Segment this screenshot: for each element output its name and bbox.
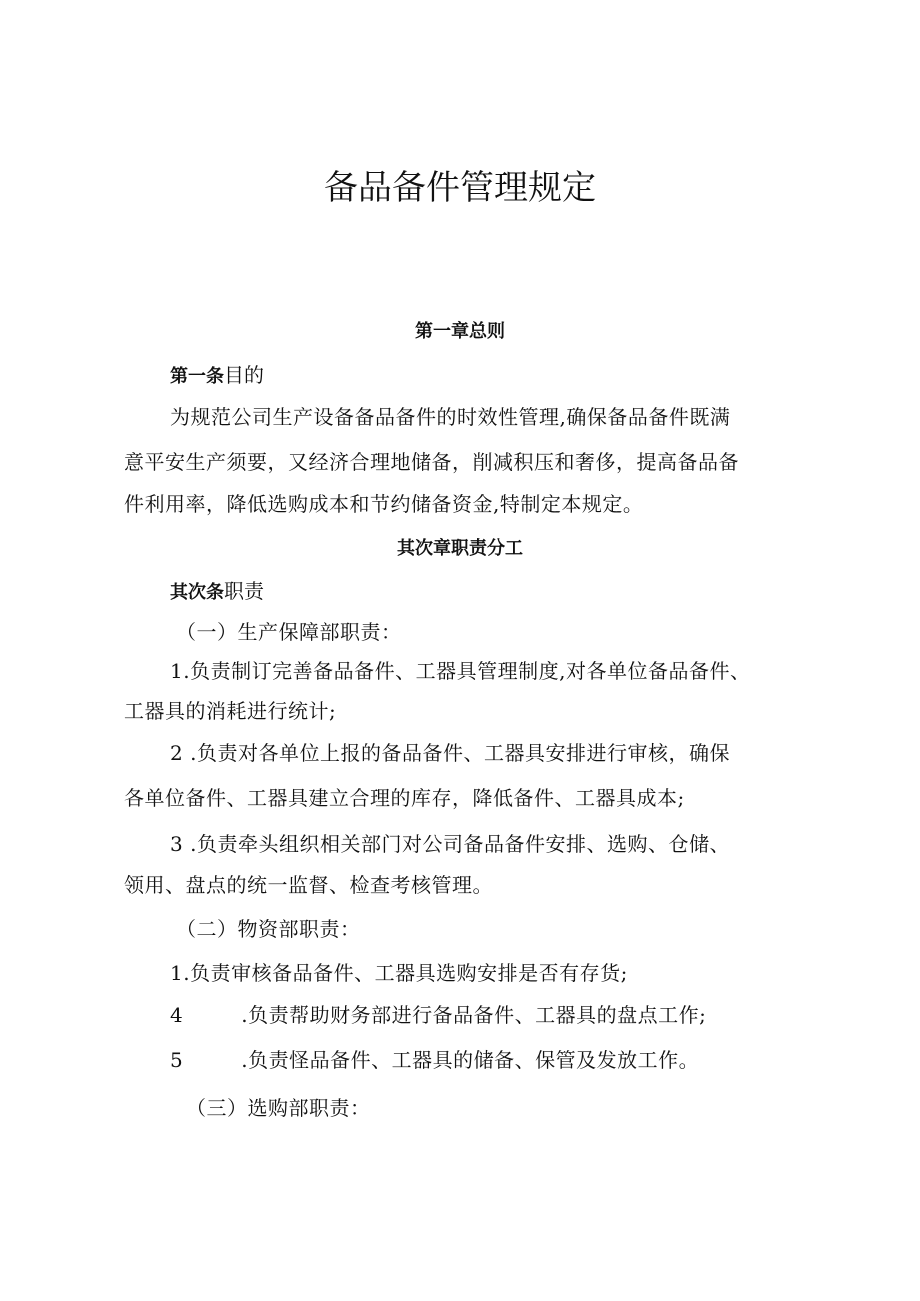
- article-1-label: 第一条: [170, 366, 224, 387]
- section-2-heading: （二）物资部职责：: [176, 917, 361, 941]
- item-3-line-2: 领用、盘点的统一监督、检查考核管理。: [124, 873, 493, 897]
- chapter-2-heading: 其次章职责分工: [397, 538, 523, 559]
- article-2-title: 职责: [224, 579, 264, 603]
- article-1: [170, 363, 264, 388]
- item-2-line-1: 2 .负责对各单位上报的备品备件、工器具安排进行审核，确保: [170, 741, 730, 765]
- item-6-text: .负责怪品备件、工器具的储备、保管及发放工作。: [241, 1048, 700, 1072]
- item-5-text: .负责帮助财务部进行备品备件、工器具的盘点工作;: [241, 1003, 707, 1027]
- chapter-1-heading: 第一章总则: [415, 321, 505, 342]
- item-6-number: 5: [170, 1048, 184, 1072]
- paragraph-line-1: 为规范公司生产设备备品备件的时效性管理,确保备品备件既满: [170, 405, 731, 429]
- item-1-line-1: 1.负责制订完善备品备件、工器具管理制度,对各单位备品备件、: [170, 659, 751, 683]
- paragraph-line-2: 意平安生产须要，又经济合理地储备，削减积压和奢侈，提高备品备: [124, 450, 739, 474]
- item-6-line: [170, 1048, 699, 1072]
- section-3-heading: （三）选购部职责：: [186, 1096, 371, 1120]
- article-2: [170, 579, 264, 604]
- paragraph-line-3: 件利用率，降低选购成本和节约储备资金,特制定本规定。: [124, 492, 644, 516]
- item-4-line: 1.负责审核备品备件、工器具选购安排是否有存货;: [170, 961, 628, 985]
- item-3-line-1: 3 .负责牵头组织相关部门对公司备品备件安排、选购、仓储、: [170, 832, 730, 856]
- article-2-label: 其次条: [170, 582, 224, 603]
- article-1-title: 目的: [224, 363, 264, 387]
- item-5-line: [170, 1003, 706, 1027]
- item-2-line-2: 各单位备件、工器具建立合理的库存，降低备件、工器具成本;: [124, 786, 685, 810]
- item-5-number: 4: [170, 1003, 184, 1027]
- item-1-line-2: 工器具的消耗进行统计;: [124, 699, 337, 723]
- document-title: 备品备件管理规定: [324, 168, 596, 208]
- section-1-heading: （一）生产保障部职责：: [176, 620, 402, 644]
